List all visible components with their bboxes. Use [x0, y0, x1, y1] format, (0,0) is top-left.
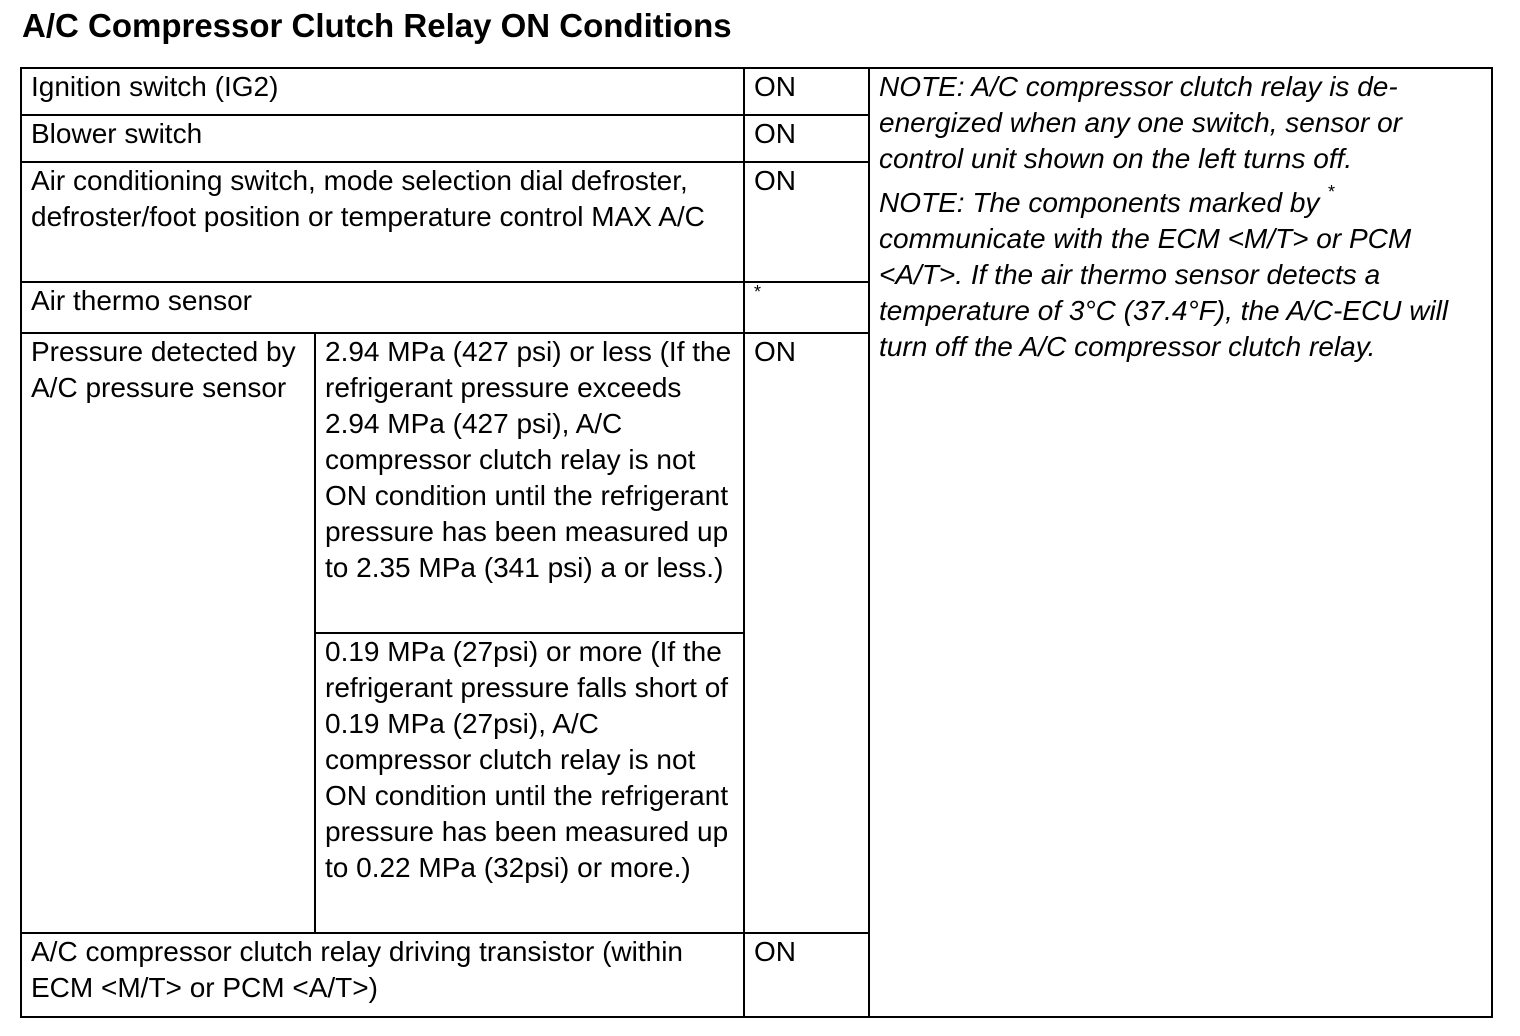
notes-cell — [869, 68, 1492, 1017]
row-state-driving-transistor: ON — [744, 933, 869, 1017]
row-item-air-thermo-sensor: Air thermo sensor — [21, 282, 744, 333]
table-row — [21, 68, 1492, 115]
note-marked-components — [879, 182, 1485, 365]
conditions-table — [20, 67, 1493, 1018]
pressure-lower-condition: 0.19 MPa (27psi) or more (If the refrigerant pressure falls short of 0.19 MPa (27psi), A/C compressor clutch relay is not ON condition until the refrigerant pressure has been measured up to 0.22 MPa (32psi) or more.) — [315, 633, 744, 933]
row-item-ignition-switch: Ignition switch (IG2) — [21, 68, 744, 115]
note-deenergized: NOTE: A/C compressor clutch relay is de-energized when any one switch, sensor or control unit shown on the left turns off. — [879, 71, 1402, 174]
row-state-ac-switch: ON — [744, 162, 869, 282]
asterisk-marker: * — [754, 282, 762, 302]
row-item-driving-transistor: A/C compressor clutch relay driving transistor (within ECM <M/T> or PCM <A/T>) — [21, 933, 744, 1017]
row-item-blower-switch: Blower switch — [21, 115, 744, 162]
row-state-air-thermo-sensor — [744, 282, 869, 333]
pressure-upper-condition: 2.94 MPa (427 psi) or less (If the refrigerant pressure exceeds 2.94 MPa (427 psi), A/C compressor clutch relay is not ON condition until the refrigerant pressure has been measured up to 2.35 MPa (341 psi) a or less.) — [315, 333, 744, 633]
pressure-label: Pressure detected by A/C pressure sensor — [21, 333, 315, 933]
note2-suffix: communicate with the ECM <M/T> or PCM <A/T>. If the air thermo sensor detects a temperature of 3°C (37.4°F), the A/C-ECU will turn off the A/C compressor clutch relay. — [879, 223, 1449, 362]
pressure-state: ON — [744, 333, 869, 933]
row-state-ignition-switch: ON — [744, 68, 869, 115]
note2-prefix: NOTE: The components marked by — [879, 187, 1328, 218]
row-state-blower-switch: ON — [744, 115, 869, 162]
page-title: A/C Compressor Clutch Relay ON Conditions — [22, 7, 732, 44]
note2-marker: * — [1327, 182, 1335, 202]
row-item-ac-switch: Air conditioning switch, mode selection dial defroster, defroster/foot position or temperature control MAX A/C — [21, 162, 744, 282]
